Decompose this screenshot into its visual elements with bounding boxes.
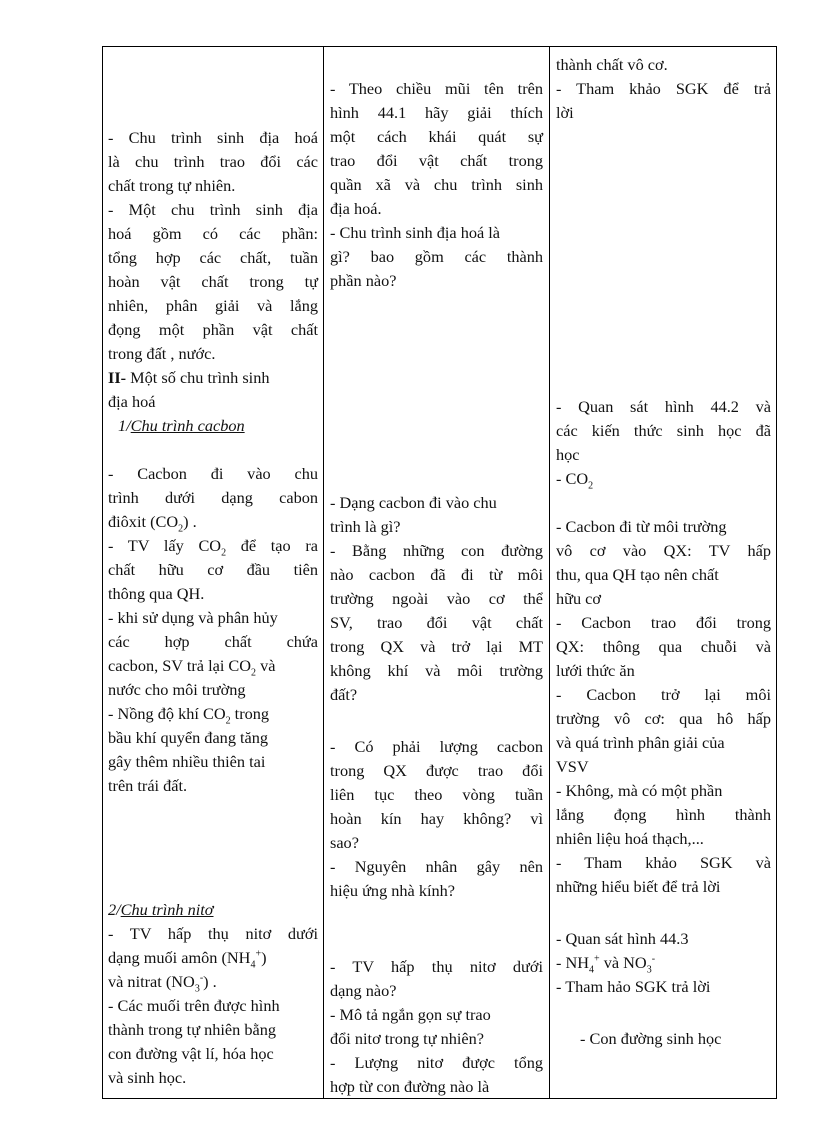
text-line: lời (556, 103, 574, 122)
text-line: - Nguyên nhân gây nên (330, 857, 543, 876)
text-line: một cách khái quát sự (330, 127, 543, 146)
text-line: địa hoá. (330, 199, 382, 218)
text-line: chất hữu cơ đầu tiên (108, 560, 318, 579)
text-line: - Theo chiều mũi tên trên (330, 79, 543, 98)
text-line: - $NH_4^+$ và $NO_3^-$ (556, 953, 656, 976)
text-line: các hợp chất chứa (108, 632, 318, 651)
text-line: nước cho môi trường (108, 680, 246, 699)
text-line: nhiên, phân giải và lắng (108, 296, 318, 315)
subheading-carbon-cycle: 1/Chu trình cacbon (118, 416, 245, 435)
text-line: chất trong tự nhiên. (108, 176, 236, 195)
text-line: trong đất , nước. (108, 344, 216, 363)
text-line: trao đổi vật chất trong (330, 151, 543, 170)
text-line: - TV lấy $CO_2$ để tạo ra (108, 536, 318, 559)
text-line: thành trong tự nhiên bằng (108, 1020, 276, 1039)
text-line: - $CO_2$ (556, 469, 594, 492)
text-line: thu, qua QH tạo nên chất (556, 565, 719, 584)
text-line: không khí và môi trường (330, 661, 543, 680)
text-line: trường vô cơ: qua hô hấp (556, 709, 771, 728)
text-line: - Chu trình sinh địa hoá (108, 128, 318, 147)
subheading-title: Chu trình nitơ (120, 900, 214, 919)
text-line: - Dạng cacbon đi vào chu (330, 493, 497, 512)
text-line: QX: thông qua chuỗi và (556, 637, 771, 656)
text-line: - khi sử dụng và phân hủy (108, 608, 278, 627)
text-line: hợp từ con đường nào là (330, 1077, 490, 1096)
text-line: và quá trình phân giải của (556, 733, 725, 752)
text-line: hoá gồm có các phần: (108, 224, 318, 243)
text-line: trình dưới dạng cabon (108, 488, 318, 507)
text-line: đổi nitơ trong tự nhiên? (330, 1029, 484, 1048)
text-line: bầu khí quyển đang tăng (108, 728, 269, 747)
column-divider-1 (323, 46, 324, 1099)
column-divider-2 (549, 46, 550, 1099)
text-line: hình 44.1 hãy giải thích (330, 103, 543, 122)
text-line: trình là gì? (330, 517, 401, 536)
text-line: học (556, 445, 580, 464)
text-line: điôxit $(CO_2)$ . (108, 512, 197, 535)
section-heading-2 (108, 366, 318, 390)
text-line: phần nào? (330, 271, 397, 290)
text-line: - TV hấp thụ nitơ dưới (330, 957, 543, 976)
text-line: - Có phải lượng cacbon (330, 737, 543, 756)
text-line: dạng muối amôn $(NH_4^+)$ (108, 948, 267, 971)
text-line: nào cacbon đã đi từ môi (330, 565, 543, 584)
text-line: hiệu ứng nhà kính? (330, 881, 456, 900)
subheading-title: Chu trình cacbon (130, 416, 245, 435)
text-line: những hiểu biết để trả lời (556, 877, 721, 896)
text-line: - Chu trình sinh địa hoá là (330, 223, 501, 242)
text-line: - Cacbon trao đổi trong (556, 613, 771, 632)
text-line: VSV (556, 757, 589, 776)
text-line: cacbon, SV trả lại $CO_2$ và (108, 656, 276, 679)
text-line: hoàn kín hay không? vì (330, 809, 543, 828)
text-line: sao? (330, 833, 359, 852)
text-line: - Bằng những con đường (330, 541, 543, 560)
text-line: - Tham khảo SGK để trả (556, 79, 771, 98)
text-line: trường ngoài vào cơ thể (330, 589, 543, 608)
subheading-nitrogen-cycle: 2/Chu trình nitơ (108, 900, 214, 919)
text-line: thông qua QH. (108, 584, 205, 603)
text-line: vô cơ vào QX: TV hấp (556, 541, 771, 560)
text-line: - Mô tả ngắn gọn sự trao (330, 1005, 491, 1024)
text-line: - Nồng độ khí $CO_2$ trong (108, 704, 270, 727)
text-line: đất? (330, 685, 358, 704)
text-line: trong QX được trao đổi (330, 761, 543, 780)
text-line: nhiên liệu hoá thạch,... (556, 829, 704, 848)
heading-text: Một số chu trình sinh (126, 368, 270, 387)
text-line: địa hoá (108, 392, 156, 411)
text-line: các kiến thức sinh học đã (556, 421, 771, 440)
text-line: dạng nào? (330, 981, 397, 1000)
text-line: lắng đọng hình thành (556, 805, 771, 824)
text-line: con đường vật lí, hóa học (108, 1044, 274, 1063)
text-line: - Cacbon đi vào chu (108, 464, 318, 483)
text-line: gây thêm nhiều thiên tai (108, 752, 266, 771)
text-line: - Tham hảo SGK trả lời (556, 977, 711, 996)
text-line: - Lượng nitơ được tổng (330, 1053, 543, 1072)
text-line: - Các muối trên được hình (108, 996, 280, 1015)
text-line: trên trái đất. (108, 776, 188, 795)
text-line: hữu cơ (556, 589, 602, 608)
text-line: đọng một phần vật chất (108, 320, 318, 339)
text-line: lưới thức ăn (556, 661, 635, 680)
text-line: tổng hợp các chất, tuần (108, 248, 318, 267)
text-line: - TV hấp thụ nitơ dưới (108, 924, 318, 943)
text-line: SV, trao đổi vật chất (330, 613, 543, 632)
text-line: và nitrat $(NO_3^-)$ . (108, 972, 217, 995)
text-line: - Tham khảo SGK và (556, 853, 771, 872)
text-line: - Cacbon trở lại môi (556, 685, 771, 704)
text-line: - Con đường sinh học (580, 1029, 722, 1048)
text-line: - Quan sát hình 44.2 và (556, 397, 771, 416)
heading-number: II- (108, 368, 127, 387)
text-line: là chu trình trao đổi các (108, 152, 318, 171)
text-line: - Quan sát hình 44.3 (556, 929, 689, 948)
text-line: - Không, mà có một phần (556, 781, 723, 800)
text-line: hoàn vật chất trong tự (108, 272, 318, 291)
text-line: - Một chu trình sinh địa (108, 200, 318, 219)
text-line: gì? bao gồm các thành (330, 247, 543, 266)
text-line: và sinh học. (108, 1068, 187, 1087)
text-line: liên tục theo vòng tuần (330, 785, 543, 804)
text-line: thành chất vô cơ. (556, 55, 668, 74)
text-line: trong QX và trở lại MT (330, 637, 543, 656)
text-line: quần xã và chu trình sinh (330, 175, 543, 194)
text-line: - Cacbon đi từ môi trường (556, 517, 727, 536)
